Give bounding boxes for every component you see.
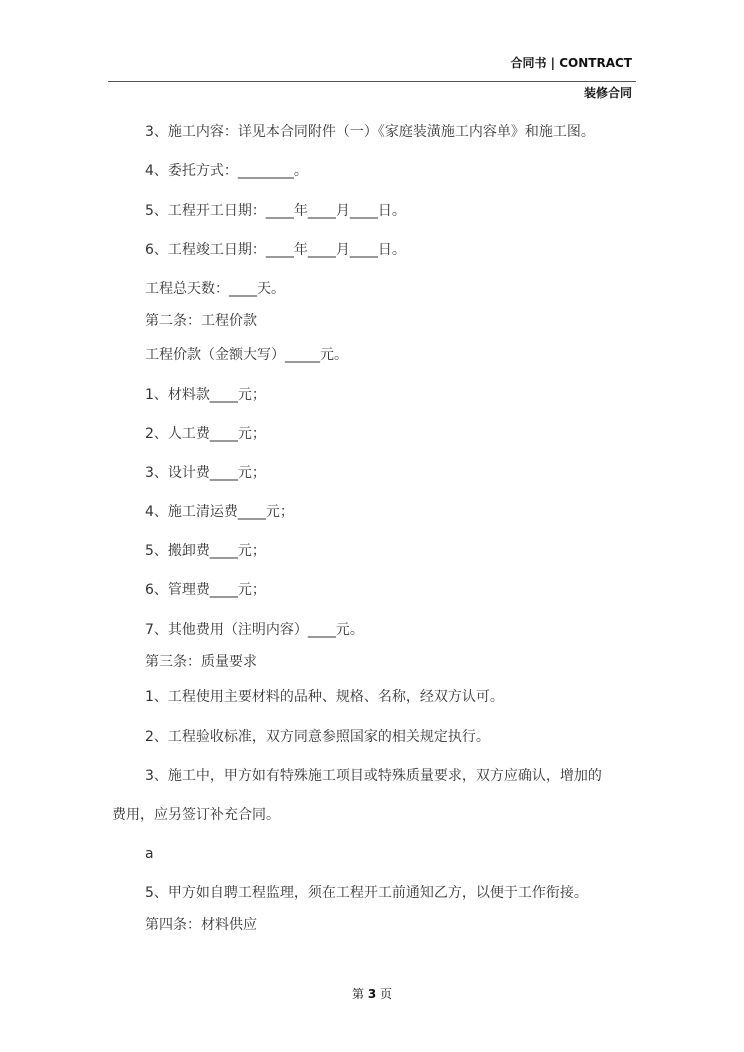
- clause-line: 2、人工费____元；: [145, 426, 266, 442]
- clause-line: a: [145, 846, 154, 862]
- clause-line: 工程总天数：____天。: [145, 281, 285, 297]
- clause-line: 1、工程使用主要材料的品种、规格、名称，经双方认可。: [145, 689, 504, 705]
- clause-line: 4、委托方式：________。: [145, 163, 308, 179]
- clause-line: 7、其他费用（注明内容）____元。: [145, 622, 364, 638]
- clause-line: 3、施工内容：详见本合同附件（一）《家庭装潢施工内容单》和施工图。: [145, 124, 595, 140]
- page-label-suffix: 页: [380, 987, 393, 1001]
- section-heading: 第四条：材料供应: [145, 917, 257, 933]
- clause-line: 1、材料款____元；: [145, 387, 266, 403]
- clause-line: 费用，应另签订补充合同。: [112, 807, 280, 823]
- section-heading: 第三条：质量要求: [145, 654, 257, 670]
- header-title: 合同书 | CONTRACT: [510, 56, 632, 70]
- clause-line: 6、工程竣工日期：____年____月____日。: [145, 242, 406, 258]
- page-number: 3: [367, 987, 377, 1001]
- clause-line: 工程价款（金额大写）_____元。: [145, 347, 348, 363]
- clause-line: 3、施工中，甲方如有特殊施工项目或特殊质量要求，双方应确认，增加的: [145, 768, 602, 784]
- header-divider: [108, 81, 636, 82]
- clause-line: 6、管理费____元；: [145, 582, 266, 598]
- clause-line: 2、工程验收标准，双方同意参照国家的相关规定执行。: [145, 729, 490, 745]
- page-footer: [0, 985, 744, 1002]
- clause-line: 3、设计费____元；: [145, 465, 266, 481]
- section-heading: 第二条：工程价款: [145, 313, 257, 329]
- clause-line: 5、甲方如自聘工程监理，须在工程开工前通知乙方，以便于工作衔接。: [145, 885, 588, 901]
- header-subtitle: 装修合同: [583, 86, 632, 100]
- clause-line: 5、搬卸费____元；: [145, 543, 266, 559]
- clause-line: 4、施工清运费____元；: [145, 504, 294, 520]
- page-label-prefix: 第: [351, 987, 364, 1001]
- clause-line: 5、工程开工日期：____年____月____日。: [145, 203, 406, 219]
